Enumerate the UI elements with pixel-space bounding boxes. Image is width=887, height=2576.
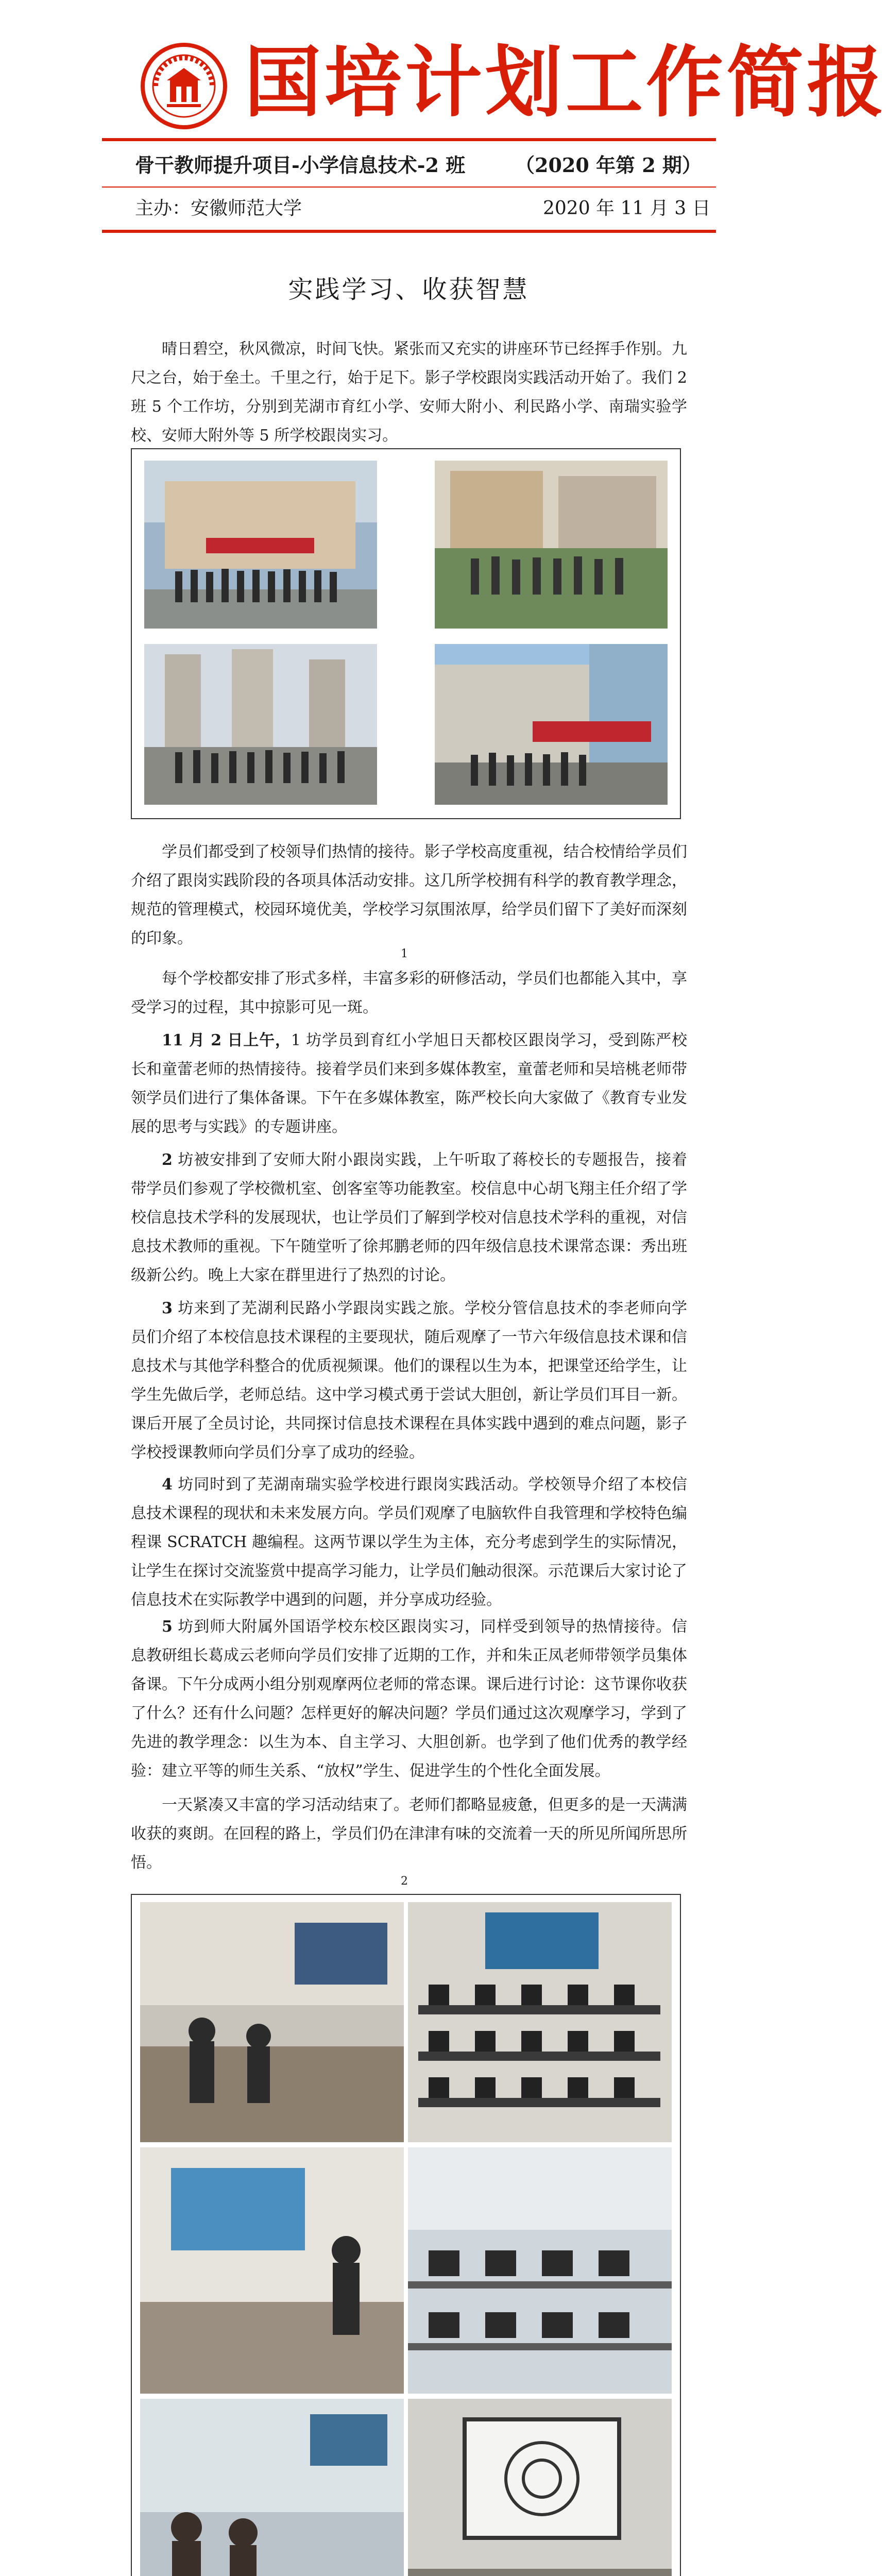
photo-group-at-school-gate (144, 461, 377, 629)
university-seal-logo (140, 42, 228, 130)
paragraph-workshop-2: 2 坊被安排到了安师大附小跟岗实践，上午听取了蒋校长的专题报告，接着带学员们参观了学校微机室、创客室等功能教室。校信息中心胡飞翔主任介绍了学校信息技术学科的发展现状，也让学员们了解到学校对信息技术学科的重视，对信息技术教师的重视。下午随堂听了徐邦鹏老师的四年级信息技术课常态课：秀出班级新公约。晚上大家在群里进行了热烈的讨论。 (131, 1151, 687, 1284)
workshop-4-number: 4 (162, 1476, 173, 1494)
workshop-5-number: 5 (162, 1618, 173, 1636)
photo-group-on-campus (435, 461, 668, 629)
paragraph-workshop-5: 5 坊到师大附属外国语学校东校区跟岗实习，同样受到领导的热情接待。信息教研组长葛成云老师向学员们安排了近期的工作，并和朱正凤老师带领学员集体备课。下午分成两小组分别观摩两位老师的常态课。课后进行讨论：这节课你收获了什么？还有什么问题？怎样更好的解决问题？学员们通过这次观摩学习，学到了先进的教学理念：以生为本、自主学习、大胆创新。也学到了他们优秀的教学经验：建立平等的师生关系、“放权”学生、促进学生的个性化全面发展。 (131, 1618, 687, 1780)
date-highlight: 11 月 2 日上午， (162, 1031, 291, 1049)
workshop-3-number: 3 (162, 1299, 173, 1317)
issue-class-title: 骨干教师提升项目-小学信息技术-2 班 (135, 154, 466, 177)
photo-teachers-observing (140, 2399, 404, 2576)
workshop-2-number: 2 (162, 1151, 173, 1169)
photo-group-with-banner (435, 644, 668, 805)
paragraph-workshop-1: 11 月 2 日上午，1 坊学员到育红小学旭日天都校区跟岗学习，受到陈严校长和童蕾老师的热情接待。接着学员们来到多媒体教室，童蕾老师和吴培桃老师带领学员们进行了集体备课。下午在多媒体教室，陈严校长向大家做了《教育专业发展的思考与实践》的专题讲座。 (131, 1031, 687, 1136)
masthead-divider-bottom (102, 230, 716, 233)
issue-date: 2020 年 11 月 3 日 (543, 198, 711, 219)
paragraph-workshop-4: 4 坊同时到了芜湖南瑞实验学校进行跟岗实践活动。学校领导介绍了本校信息技术课程的现状和未来发展方向。学员们观摩了电脑软件自我管理和学校特色编程课 SCRATCH 趣编程。这两节课以学生为主体，充分考虑到学生的实际情况，让学生在探讨交流鉴赏中提高学习能力，让学员们触动很深。示范课后大家讨论了信息技术在实际教学中遇到的问题，并分享成功经验。 (131, 1476, 687, 1609)
paragraph-activities: 每个学校都安排了形式多样，丰富多彩的研修活动，学员们也都能入其中，享受学习的过程，其中掠影可见一斑。 (131, 970, 687, 1016)
photo-grid-arrival (131, 448, 681, 819)
bulletin-masthead-title: 国培计划工作简报 (244, 38, 887, 128)
organizer-line: 主办：安徽师范大学 (135, 198, 302, 219)
article-title: 实践学习、收获智慧 (288, 275, 530, 304)
photo-student-screen-closeup (408, 2399, 672, 2576)
paragraph-intro: 晴日碧空，秋风微凉，时间飞快。紧张而又充实的讲座环节已经挥手作别。九尺之台，始于垒土。千里之行，始于足下。影子学校跟岗实践活动开始了。我们 2 班 5 个工作坊，分别到芜湖市育红小学、安师大附小、利民路小学、南瑞实验学校、安师大附外等 5 所学校跟岗实习。 (131, 340, 687, 445)
paragraph-reception: 学员们都受到了校领导们热情的接待。影子学校高度重视，结合校情给学员们介绍了跟岗实践阶段的各项具体活动安排。这几所学校拥有科学的教育教学理念，规范的管理模式，校园环境优美，学校学习氛围浓厚，给学员们留下了美好而深刻的印象。 (131, 843, 687, 947)
paragraph-closing: 一天紧凑又丰富的学习活动结束了。老师们都略显疲惫，但更多的是一天满满收获的爽朗。在回程的路上，学员们仍在津津有味的交流着一天的所见所闻所思所悟。 (131, 1796, 687, 1872)
photo-group-outdoor-buildings (144, 644, 377, 805)
photo-lecture-room (140, 1902, 404, 2142)
masthead-divider-top (102, 138, 716, 141)
photo-students-at-computers (408, 2147, 672, 2394)
issue-divider (102, 187, 716, 188)
page-number-2: 2 (401, 1875, 408, 1888)
paragraph-workshop-3: 3 坊来到了芜湖利民路小学跟岗实践之旅。学校分管信息技术的李老师向学员们介绍了本校信息技术课程的主要现状，随后观摩了一节六年级信息技术课和信息技术与其他学科整合的优质视频课。他们的课程以生为本，把课堂还给学生，让学生先做后学，老师总结。这中学习模式勇于尝试大胆创，新让学员们耳目一新。课后开展了全员讨论，共同探讨信息技术课程在具体实践中遇到的难点问题，影子学校授课教师向学员们分享了成功的经验。 (131, 1299, 687, 1462)
photo-grid-classroom (131, 1894, 681, 2576)
page-number-1: 1 (401, 947, 408, 960)
issue-number: （2020 年第 2 期） (515, 154, 702, 177)
photo-computer-lab-overview (408, 1902, 672, 2142)
photo-teacher-demo (140, 2147, 404, 2394)
